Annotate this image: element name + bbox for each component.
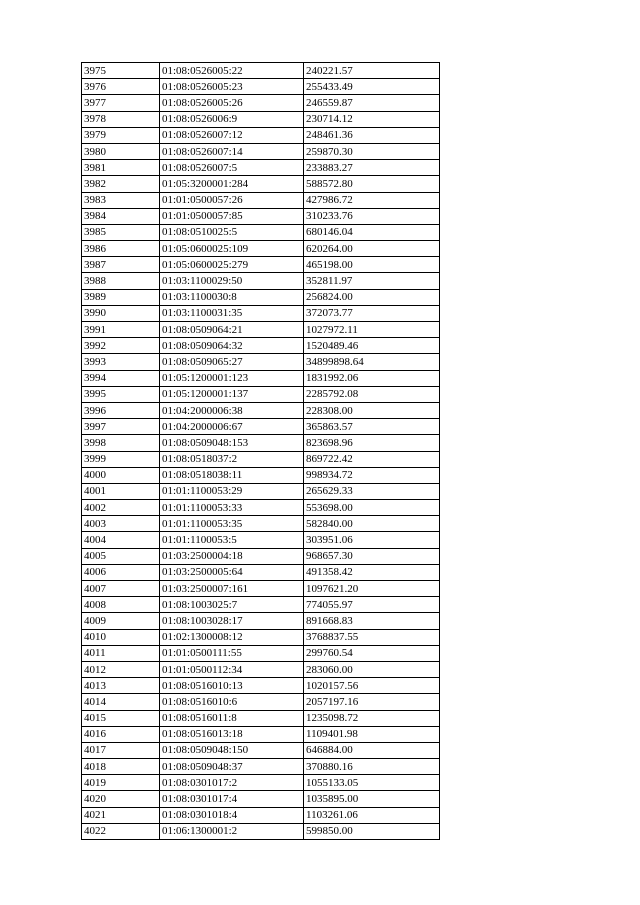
- amount-cell: 228308.00: [304, 402, 440, 418]
- row-number-cell: 4022: [82, 823, 160, 839]
- row-number-cell: 4019: [82, 775, 160, 791]
- row-number-cell: 4018: [82, 759, 160, 775]
- amount-cell: 310233.76: [304, 208, 440, 224]
- cadastral-number-cell: 01:08:0301017:4: [160, 791, 304, 807]
- amount-cell: 256824.00: [304, 289, 440, 305]
- cadastral-number-cell: 01:08:0526005:26: [160, 95, 304, 111]
- table-row: [82, 581, 440, 597]
- table-row: [82, 742, 440, 758]
- row-number-cell: 3978: [82, 111, 160, 127]
- row-number-cell: 4020: [82, 791, 160, 807]
- table-row: [82, 483, 440, 499]
- amount-cell: 246559.87: [304, 95, 440, 111]
- amount-cell: 259870.30: [304, 143, 440, 159]
- cadastral-number-cell: 01:08:0526005:23: [160, 79, 304, 95]
- table-row: [82, 564, 440, 580]
- table-row: [82, 791, 440, 807]
- amount-cell: 255433.49: [304, 79, 440, 95]
- row-number-cell: 3998: [82, 435, 160, 451]
- row-number-cell: 4008: [82, 597, 160, 613]
- row-number-cell: 3984: [82, 208, 160, 224]
- table-row: [82, 95, 440, 111]
- amount-cell: 1235098.72: [304, 710, 440, 726]
- cadastral-number-cell: 01:03:1100029:50: [160, 273, 304, 289]
- cadastral-number-cell: 01:08:0301017:2: [160, 775, 304, 791]
- table-row: [82, 176, 440, 192]
- table-row: [82, 63, 440, 79]
- amount-cell: 1035895.00: [304, 791, 440, 807]
- cadastral-number-cell: 01:01:0500111:55: [160, 645, 304, 661]
- row-number-cell: 4012: [82, 661, 160, 677]
- amount-cell: 230714.12: [304, 111, 440, 127]
- table-row: [82, 645, 440, 661]
- row-number-cell: 4005: [82, 548, 160, 564]
- row-number-cell: 3985: [82, 224, 160, 240]
- amount-cell: 233883.27: [304, 160, 440, 176]
- table-row: [82, 224, 440, 240]
- cadastral-number-cell: 01:08:0509064:32: [160, 338, 304, 354]
- row-number-cell: 4017: [82, 742, 160, 758]
- cadastral-number-cell: 01:08:0526007:5: [160, 160, 304, 176]
- row-number-cell: 4000: [82, 467, 160, 483]
- cadastral-number-cell: 01:03:2500004:18: [160, 548, 304, 564]
- row-number-cell: 4007: [82, 581, 160, 597]
- row-number-cell: 3997: [82, 419, 160, 435]
- cadastral-number-cell: 01:02:1300008:12: [160, 629, 304, 645]
- row-number-cell: 3989: [82, 289, 160, 305]
- table-row: [82, 289, 440, 305]
- table-row: [82, 257, 440, 273]
- row-number-cell: 4010: [82, 629, 160, 645]
- row-number-cell: 4014: [82, 694, 160, 710]
- table-row: [82, 192, 440, 208]
- amount-cell: 891668.83: [304, 613, 440, 629]
- amount-cell: 1097621.20: [304, 581, 440, 597]
- table-row: [82, 823, 440, 839]
- table-row: [82, 338, 440, 354]
- table-row: [82, 775, 440, 791]
- table-row: [82, 467, 440, 483]
- cadastral-number-cell: 01:08:0509065:27: [160, 354, 304, 370]
- cadastral-number-cell: 01:03:1100031:35: [160, 305, 304, 321]
- cadastral-number-cell: 01:08:0301018:4: [160, 807, 304, 823]
- amount-cell: 1831992.06: [304, 370, 440, 386]
- table-row: [82, 661, 440, 677]
- cadastral-number-cell: 01:08:0526007:12: [160, 127, 304, 143]
- amount-cell: 1027972.11: [304, 322, 440, 338]
- cadastral-number-cell: 01:08:0516013:18: [160, 726, 304, 742]
- cadastral-number-cell: 01:01:0500112:34: [160, 661, 304, 677]
- cadastral-number-cell: 01:08:0526006:9: [160, 111, 304, 127]
- row-number-cell: 3983: [82, 192, 160, 208]
- table-row: [82, 127, 440, 143]
- table-row: [82, 710, 440, 726]
- row-number-cell: 4002: [82, 500, 160, 516]
- amount-cell: 370880.16: [304, 759, 440, 775]
- cadastral-number-cell: 01:05:1200001:137: [160, 386, 304, 402]
- cadastral-number-cell: 01:08:0509064:21: [160, 322, 304, 338]
- amount-cell: 588572.80: [304, 176, 440, 192]
- cadastral-number-cell: 01:05:3200001:284: [160, 176, 304, 192]
- cadastral-number-cell: 01:03:2500005:64: [160, 564, 304, 580]
- amount-cell: 3768837.55: [304, 629, 440, 645]
- table-body: [82, 63, 440, 840]
- amount-cell: 599850.00: [304, 823, 440, 839]
- table-row: [82, 143, 440, 159]
- amount-cell: 34899898.64: [304, 354, 440, 370]
- row-number-cell: 3996: [82, 402, 160, 418]
- row-number-cell: 3990: [82, 305, 160, 321]
- table-row: [82, 370, 440, 386]
- amount-cell: 491358.42: [304, 564, 440, 580]
- amount-cell: 1520489.46: [304, 338, 440, 354]
- table-row: [82, 532, 440, 548]
- amount-cell: 774055.97: [304, 597, 440, 613]
- row-number-cell: 3999: [82, 451, 160, 467]
- amount-cell: 283060.00: [304, 661, 440, 677]
- row-number-cell: 3988: [82, 273, 160, 289]
- row-number-cell: 3982: [82, 176, 160, 192]
- cadastral-number-cell: 01:01:0500057:85: [160, 208, 304, 224]
- row-number-cell: 3975: [82, 63, 160, 79]
- cadastral-number-cell: 01:08:1003028:17: [160, 613, 304, 629]
- row-number-cell: 4011: [82, 645, 160, 661]
- cadastral-number-cell: 01:08:0509048:37: [160, 759, 304, 775]
- table-row: [82, 435, 440, 451]
- table-row: [82, 241, 440, 257]
- table-row: [82, 678, 440, 694]
- amount-cell: 1055133.05: [304, 775, 440, 791]
- cadastral-number-cell: 01:01:1100053:35: [160, 516, 304, 532]
- data-table: [81, 62, 440, 840]
- row-number-cell: 4009: [82, 613, 160, 629]
- cadastral-number-cell: 01:05:0600025:279: [160, 257, 304, 273]
- amount-cell: 998934.72: [304, 467, 440, 483]
- row-number-cell: 3981: [82, 160, 160, 176]
- row-number-cell: 3993: [82, 354, 160, 370]
- table-row: [82, 548, 440, 564]
- amount-cell: 299760.54: [304, 645, 440, 661]
- cadastral-number-cell: 01:05:1200001:123: [160, 370, 304, 386]
- row-number-cell: 3977: [82, 95, 160, 111]
- amount-cell: 1109401.98: [304, 726, 440, 742]
- row-number-cell: 3991: [82, 322, 160, 338]
- table-row: [82, 500, 440, 516]
- amount-cell: 248461.36: [304, 127, 440, 143]
- amount-cell: 1020157.56: [304, 678, 440, 694]
- amount-cell: 823698.96: [304, 435, 440, 451]
- cadastral-number-cell: 01:08:0516010:6: [160, 694, 304, 710]
- amount-cell: 427986.72: [304, 192, 440, 208]
- amount-cell: 869722.42: [304, 451, 440, 467]
- row-number-cell: 4015: [82, 710, 160, 726]
- amount-cell: 968657.30: [304, 548, 440, 564]
- table-row: [82, 694, 440, 710]
- cadastral-number-cell: 01:06:1300001:2: [160, 823, 304, 839]
- row-number-cell: 3994: [82, 370, 160, 386]
- cadastral-number-cell: 01:08:0518037:2: [160, 451, 304, 467]
- row-number-cell: 3980: [82, 143, 160, 159]
- table-row: [82, 451, 440, 467]
- table-row: [82, 759, 440, 775]
- cadastral-number-cell: 01:01:1100053:5: [160, 532, 304, 548]
- cadastral-number-cell: 01:08:1003025:7: [160, 597, 304, 613]
- row-number-cell: 4006: [82, 564, 160, 580]
- row-number-cell: 4021: [82, 807, 160, 823]
- row-number-cell: 3979: [82, 127, 160, 143]
- row-number-cell: 4001: [82, 483, 160, 499]
- table-row: [82, 807, 440, 823]
- table-row: [82, 208, 440, 224]
- table-row: [82, 726, 440, 742]
- cadastral-number-cell: 01:03:2500007:161: [160, 581, 304, 597]
- row-number-cell: 3995: [82, 386, 160, 402]
- table-row: [82, 419, 440, 435]
- amount-cell: 1103261.06: [304, 807, 440, 823]
- table-row: [82, 386, 440, 402]
- cadastral-number-cell: 01:08:0526005:22: [160, 63, 304, 79]
- table-row: [82, 629, 440, 645]
- table-row: [82, 160, 440, 176]
- row-number-cell: 4016: [82, 726, 160, 742]
- row-number-cell: 3992: [82, 338, 160, 354]
- table-row: [82, 111, 440, 127]
- table-row: [82, 402, 440, 418]
- cadastral-number-cell: 01:08:0509048:150: [160, 742, 304, 758]
- amount-cell: 365863.57: [304, 419, 440, 435]
- amount-cell: 620264.00: [304, 241, 440, 257]
- row-number-cell: 4003: [82, 516, 160, 532]
- table-row: [82, 613, 440, 629]
- amount-cell: 265629.33: [304, 483, 440, 499]
- table-row: [82, 273, 440, 289]
- cadastral-number-cell: 01:05:0600025:109: [160, 241, 304, 257]
- table-row: [82, 322, 440, 338]
- amount-cell: 465198.00: [304, 257, 440, 273]
- amount-cell: 646884.00: [304, 742, 440, 758]
- amount-cell: 303951.06: [304, 532, 440, 548]
- table-row: [82, 354, 440, 370]
- cadastral-number-cell: 01:08:0518038:11: [160, 467, 304, 483]
- cadastral-number-cell: 01:01:1100053:33: [160, 500, 304, 516]
- cadastral-number-cell: 01:08:0510025:5: [160, 224, 304, 240]
- amount-cell: 582840.00: [304, 516, 440, 532]
- amount-cell: 2057197.16: [304, 694, 440, 710]
- cadastral-number-cell: 01:08:0526007:14: [160, 143, 304, 159]
- table-row: [82, 597, 440, 613]
- amount-cell: 372073.77: [304, 305, 440, 321]
- cadastral-number-cell: 01:03:1100030:8: [160, 289, 304, 305]
- row-number-cell: 3976: [82, 79, 160, 95]
- amount-cell: 352811.97: [304, 273, 440, 289]
- table-row: [82, 516, 440, 532]
- amount-cell: 680146.04: [304, 224, 440, 240]
- table-row: [82, 79, 440, 95]
- cadastral-number-cell: 01:04:2000006:67: [160, 419, 304, 435]
- amount-cell: 553698.00: [304, 500, 440, 516]
- table-row: [82, 305, 440, 321]
- cadastral-number-cell: 01:08:0516010:13: [160, 678, 304, 694]
- cadastral-number-cell: 01:08:0516011:8: [160, 710, 304, 726]
- row-number-cell: 4004: [82, 532, 160, 548]
- row-number-cell: 4013: [82, 678, 160, 694]
- row-number-cell: 3987: [82, 257, 160, 273]
- amount-cell: 240221.57: [304, 63, 440, 79]
- cadastral-number-cell: 01:01:0500057:26: [160, 192, 304, 208]
- cadastral-number-cell: 01:04:2000006:38: [160, 402, 304, 418]
- cadastral-number-cell: 01:08:0509048:153: [160, 435, 304, 451]
- amount-cell: 2285792.08: [304, 386, 440, 402]
- cadastral-number-cell: 01:01:1100053:29: [160, 483, 304, 499]
- row-number-cell: 3986: [82, 241, 160, 257]
